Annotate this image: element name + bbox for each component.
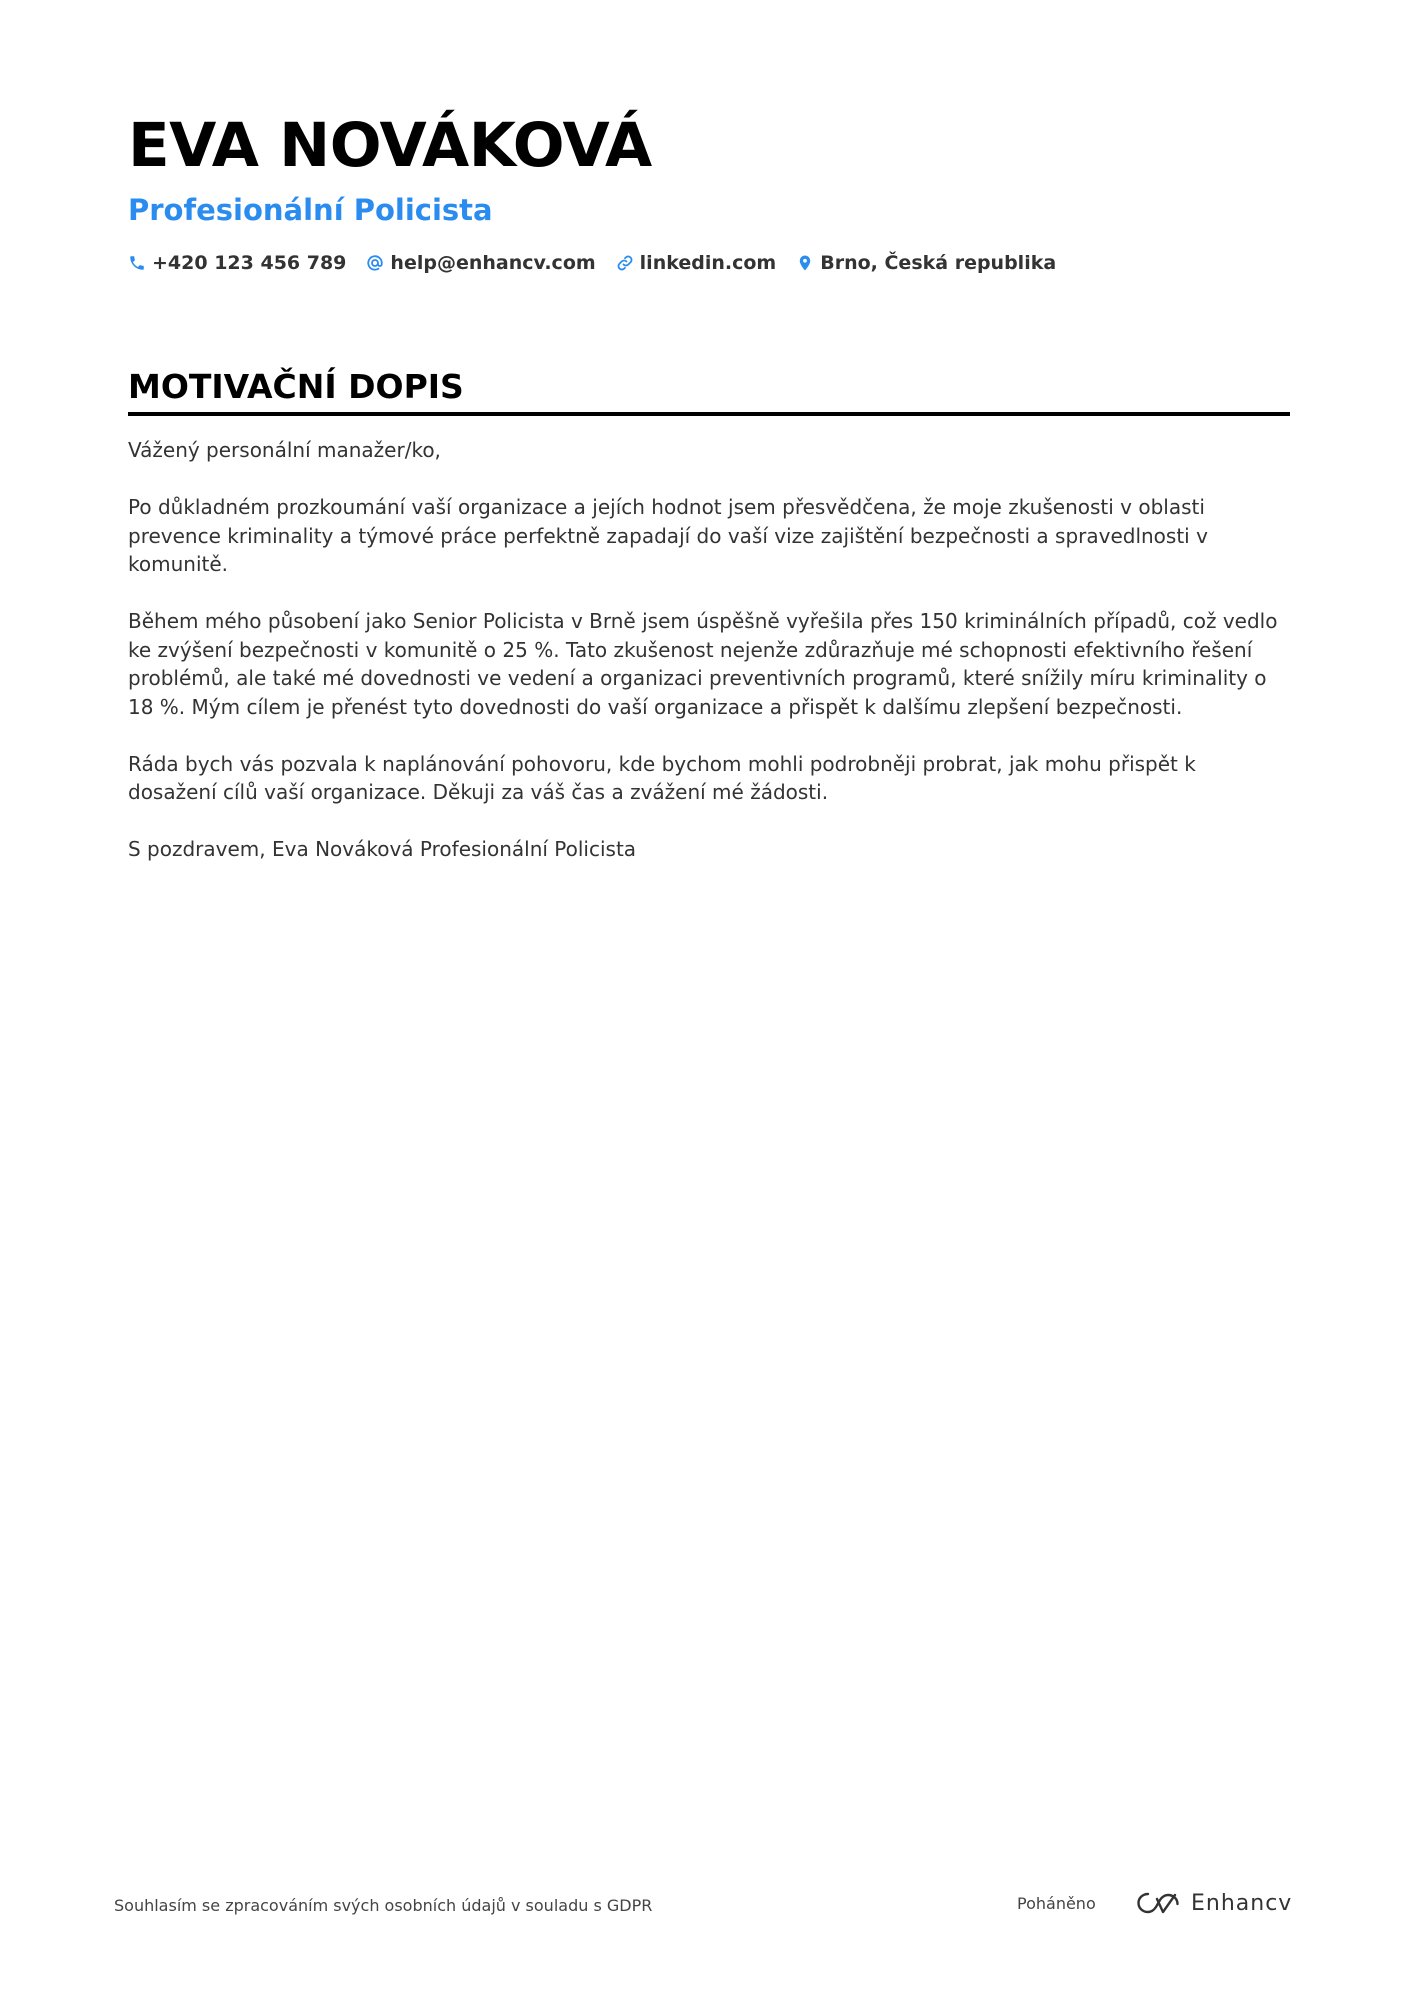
phone-icon [128, 254, 146, 272]
letter-closing: S pozdravem, Eva Nováková Profesionální Policista [128, 837, 637, 861]
contact-email[interactable] [366, 252, 595, 274]
cover-letter-section [128, 366, 1290, 892]
candidate-role: Profesionální Policista [128, 193, 493, 227]
gdpr-consent: Souhlasím se zpracováním svých osobních údajů v souladu s GDPR [114, 1896, 653, 1915]
link-icon [616, 254, 634, 272]
letter-salutation: Vážený personální manažer/ko, [128, 438, 441, 462]
powered-by-label: Poháněno [1017, 1894, 1096, 1913]
contact-linkedin[interactable] [616, 252, 777, 274]
letter-paragraph: Během mého působení jako Senior Policista v Brně jsem úspěšně vyřešila přes 150 kriminálních případů, což vedlo ke zvýšení bezpečnosti v komunitě o 25 %. Tato zkušenost nejenže zdůrazňuje mé schopnosti efektivního řešení problémů, ale také mé dovednosti ve vedení a organizaci preventivních programů, které snížily míru kriminality o 18 %. Mým cílem je přenést tyto dovednosti do vaší organizace a přispět k dalšímu zlepšení bezpečnosti. [128, 609, 1278, 719]
letter-paragraph: Ráda bych vás pozvala k naplánování pohovoru, kde bychom mohli podrobněji probrat, jak mohu přispět k dosažení cílů vaší organizace. Děkuji za váš čas a zvážení mé žádosti. [128, 751, 1196, 804]
section-divider [128, 412, 1290, 416]
map-pin-icon [796, 254, 814, 272]
email-text[interactable]: help@enhancv.com [390, 252, 596, 274]
linkedin-text[interactable]: linkedin.com [639, 252, 777, 274]
location-text: Brno, Česká republika [820, 252, 1057, 274]
contact-list [128, 252, 1288, 274]
header [128, 108, 1288, 274]
enhancv-brand[interactable] [1135, 1890, 1292, 1916]
candidate-name: EVA NOVÁKOVÁ [128, 110, 652, 181]
contact-location [796, 252, 1056, 274]
enhancv-logo-icon [1135, 1890, 1181, 1916]
letter-body [128, 436, 1290, 864]
letter-paragraph: Po důkladném prozkoumání vaší organizace a jejích hodnot jsem přesvědčena, že moje zkušenosti v oblasti prevence kriminality a týmové práce perfektně zapadají do vaší vize zajištění bezpečnosti a spravedlnosti v komunitě. [128, 495, 1208, 576]
footer [114, 1890, 1293, 1920]
at-icon [366, 254, 384, 272]
brand-name[interactable]: Enhancv [1191, 1890, 1293, 1916]
contact-phone [128, 252, 346, 274]
phone-text: +420 123 456 789 [152, 252, 347, 274]
section-title: MOTIVAČNÍ DOPIS [128, 367, 464, 406]
